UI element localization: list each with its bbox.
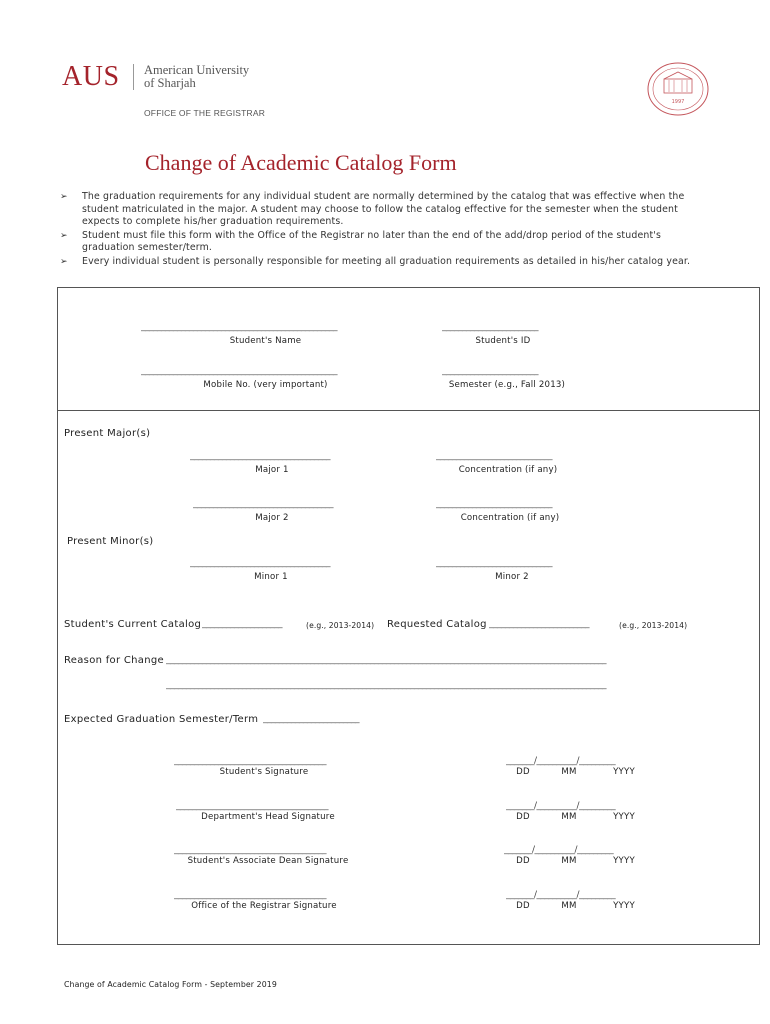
current-catalog-example: (e.g., 2013-2014): [306, 621, 375, 630]
dept-head-signature-label: Department's Head Signature: [201, 812, 335, 822]
date-mm-label: MM: [561, 856, 577, 866]
current-catalog-label: Student's Current Catalog: [64, 619, 202, 630]
minor2-label: Minor 2: [495, 572, 529, 582]
student-name-label: Student's Name: [229, 336, 302, 346]
instruction-item: ➢ Student must file this form with the Office of the Registrar no later than the end of the add/drop period of the student's graduation semester/term.: [60, 229, 662, 254]
arrow-bullet-icon: ➢: [60, 256, 68, 267]
date-mm-label: MM: [561, 767, 577, 777]
assoc-dean-date-field[interactable]: _______/__________/_________: [504, 845, 614, 855]
date-yyyy-label: YYYY: [613, 901, 635, 911]
date-yyyy-label: YYYY: [613, 856, 635, 866]
student-signature-label: Student's Signature: [219, 767, 309, 777]
date-dd-label: DD: [516, 856, 530, 866]
reason-field-line2[interactable]: ______________________________________________________________________________________________________________: [166, 680, 606, 690]
minor1-field[interactable]: ___________________________________: [190, 558, 330, 568]
reason-field-line1[interactable]: ______________________________________________________________________________________________________________: [166, 655, 606, 665]
university-seal-icon: [644, 61, 712, 117]
form-title: Change of Academic Catalog Form: [145, 150, 457, 175]
logo-separator: [133, 64, 134, 90]
mobile-field[interactable]: _________________________________________________: [141, 366, 337, 376]
present-majors-heading: Present Major(s): [64, 428, 151, 439]
page-footer: Change of Academic Catalog Form - September 2019: [64, 980, 277, 989]
registrar-signature-label: Office of the Registrar Signature: [191, 901, 337, 911]
date-mm-label: MM: [561, 901, 577, 911]
minor1-label: Minor 1: [254, 572, 288, 582]
university-name: American University of Sharjah: [144, 63, 250, 90]
concentration1-label: Concentration (if any): [458, 465, 558, 475]
present-minors-heading: Present Minor(s): [67, 536, 154, 547]
student-id-label: Student's ID: [475, 336, 531, 346]
graduation-label: Expected Graduation Semester/Term: [64, 714, 259, 725]
reason-label: Reason for Change: [64, 655, 164, 666]
assoc-dean-signature-field[interactable]: ______________________________________: [174, 845, 326, 855]
mobile-label: Mobile No. (very important): [203, 380, 328, 390]
registrar-date-field[interactable]: _______/__________/_________: [506, 890, 616, 900]
major1-label: Major 1: [255, 465, 289, 475]
student-id-field[interactable]: ________________________: [442, 322, 538, 332]
major2-field[interactable]: ___________________________________: [193, 499, 333, 509]
semester-field[interactable]: ________________________: [442, 366, 538, 376]
dept-head-date-field[interactable]: _______/__________/_________: [506, 801, 616, 811]
date-yyyy-label: YYYY: [613, 812, 635, 822]
logo-aus-text: AUS: [62, 61, 120, 92]
current-catalog-field[interactable]: ____________________: [202, 619, 282, 629]
concentration2-label: Concentration (if any): [460, 513, 560, 523]
concentration1-field[interactable]: _____________________________: [436, 451, 552, 461]
date-yyyy-label: YYYY: [613, 767, 635, 777]
minor2-field[interactable]: _____________________________: [436, 558, 552, 568]
major1-field[interactable]: ___________________________________: [190, 451, 330, 461]
graduation-field[interactable]: ________________________: [263, 714, 359, 724]
date-dd-label: DD: [516, 901, 530, 911]
date-dd-label: DD: [516, 767, 530, 777]
form-divider: [57, 410, 760, 411]
svg-text:1997: 1997: [671, 99, 685, 105]
requested-catalog-example: (e.g., 2013-2014): [619, 621, 688, 630]
student-signature-date-field[interactable]: _______/__________/_________: [506, 756, 616, 766]
instruction-item: ➢ Every individual student is personally responsible for meeting all graduation requirements as detailed in his/her catalog year.: [60, 255, 691, 267]
instructions-list: [60, 191, 716, 270]
student-signature-field[interactable]: ______________________________________: [174, 756, 326, 766]
arrow-bullet-icon: ➢: [60, 230, 68, 241]
instruction-item: ➢ The graduation requirements for any individual student are normally determined by the catalog that was effective when the student matriculated in the major. A student may choose to follow the catalog effective for the semester when the student expects to complete his/her graduation requirements.: [60, 191, 685, 228]
concentration2-field[interactable]: _____________________________: [436, 499, 552, 509]
assoc-dean-signature-label: Student's Associate Dean Signature: [187, 856, 349, 866]
date-mm-label: MM: [561, 812, 577, 822]
arrow-bullet-icon: ➢: [60, 192, 68, 202]
requested-catalog-label: Requested Catalog: [387, 619, 487, 630]
date-dd-label: DD: [516, 812, 530, 822]
registrar-signature-field[interactable]: ______________________________________: [174, 890, 326, 900]
office-of-registrar: OFFICE OF THE REGISTRAR: [144, 108, 266, 118]
semester-label: Semester (e.g., Fall 2013): [448, 380, 566, 390]
requested-catalog-field[interactable]: _________________________: [489, 619, 589, 629]
dept-head-signature-field[interactable]: ______________________________________: [176, 801, 328, 811]
major2-label: Major 2: [255, 513, 289, 523]
student-name-field[interactable]: _________________________________________________: [141, 322, 337, 332]
